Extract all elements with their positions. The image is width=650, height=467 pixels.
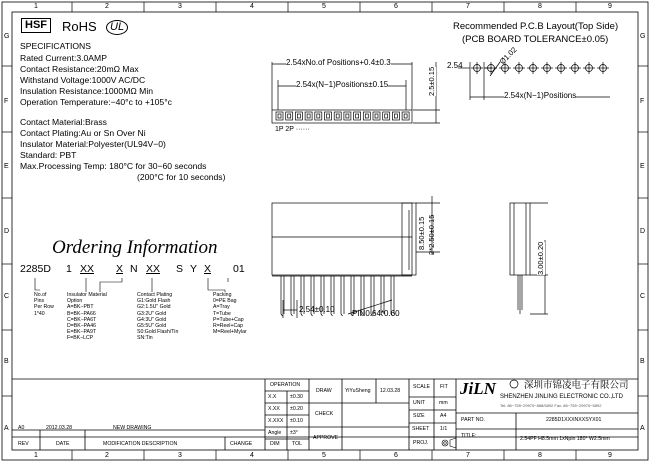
code-part: XX <box>80 263 95 275</box>
grid-col-label: 8 <box>538 3 542 10</box>
tb-scale-val: FIT <box>440 384 448 390</box>
tb-tol: TOL <box>292 441 302 447</box>
grid-col-label: 1 <box>34 452 38 459</box>
side-tail-dim: 3.00±0.20 <box>536 241 545 275</box>
tolerance-dim: X.XX <box>268 406 280 412</box>
front-view <box>272 203 412 318</box>
tb-size-val: A4 <box>440 413 447 419</box>
option-line: T=Tube <box>213 310 231 317</box>
grid-row-label: D <box>4 228 10 235</box>
ul-logo: UL <box>106 20 128 35</box>
rev-date: 2012.03.28 <box>46 425 72 431</box>
tolerance-dim: Angle <box>268 430 282 436</box>
option-line: B=BK−PA66 <box>67 310 96 317</box>
top-height-dim: 2.5±0.15 <box>427 66 436 96</box>
spec-line: Rated Current:3.0AMP <box>20 53 107 63</box>
tb-sheet: SHEET <box>412 426 430 432</box>
rev-value: A0 <box>18 425 25 431</box>
specs-heading: SPECIFICATIONS <box>20 41 91 51</box>
option-line: SN:Tin <box>137 335 153 342</box>
grid-col-label: 4 <box>250 452 254 459</box>
top-overall-dim: 2.54xNo.of Positions+0.4±0.3 <box>286 58 391 67</box>
tolerance-value: ±0.30 <box>290 394 303 400</box>
option-line: Contact Plating <box>137 292 173 298</box>
material-line: Insulator Material:Polyester(UL94V−0) <box>20 139 166 149</box>
side-h1-dim: 8.50±0.15 <box>417 216 426 250</box>
tb-check: CHECK <box>315 411 334 417</box>
tb-sheet-val: 1/1 <box>440 426 448 432</box>
option-line: G1:Gold Flash <box>137 298 171 305</box>
spec-line: Contact Resistance:20mΩ Max <box>20 64 139 74</box>
tb-operation: OPERATION <box>270 382 301 388</box>
pcb-title: Recommended P.C.B Layout(Top Side) <box>453 21 619 32</box>
tb-drawer: YiYuSheng <box>345 388 371 394</box>
front-pin-dim: PIN0.64*0.60 <box>352 309 400 318</box>
grid-row-label: E <box>4 163 9 170</box>
projection-symbol <box>442 438 456 448</box>
grid-col-label: 6 <box>394 3 398 10</box>
rev-header-desc: MODIFICATION DESCRIPTION <box>103 441 178 447</box>
rev-header-rev: REV <box>18 441 29 447</box>
option-line: Packing <box>213 292 232 298</box>
company-logo: JiLN <box>460 379 496 398</box>
option-line: Insulator Material <box>67 292 107 298</box>
material-line: Contact Material:Brass <box>20 117 107 127</box>
option-line: G4:3U" Gold <box>137 316 167 323</box>
grid-row-label: E <box>640 163 645 170</box>
tb-scale: SCALE <box>413 384 431 390</box>
pcb-hole: Ø1.02 <box>497 45 519 66</box>
option-line: No.of <box>34 292 47 298</box>
rev-desc: NEW DRAWING <box>113 425 152 431</box>
option-line: A=BK−PBT <box>67 304 94 311</box>
spec-line: Withstand Voltage:1000V AC/DC <box>20 75 146 85</box>
option-line: Per Row <box>34 304 54 311</box>
pcb-pitch: 2.54 <box>447 61 463 70</box>
grid-row-label: F <box>640 98 645 105</box>
option-line: M=Reel+Mylar <box>213 329 247 336</box>
tb-unit-val: mm <box>439 400 448 406</box>
option-line: Option <box>67 298 83 305</box>
code-part: Y <box>190 263 198 275</box>
option-line: E=BK−PA9T <box>67 329 97 336</box>
grid-row-label: B <box>4 358 9 365</box>
grid-col-label: 1 <box>34 3 38 10</box>
grid-col-label: 4 <box>250 3 254 10</box>
ordering-title: Ordering Information <box>52 237 218 258</box>
option-line: D=BK−PA46 <box>67 323 97 329</box>
code-part: N <box>130 263 138 275</box>
tolerance-value: ±3° <box>290 430 298 436</box>
grid-row-label: C <box>640 293 646 300</box>
grid-col-label: 3 <box>178 3 182 10</box>
grid-col-label: 3 <box>178 452 182 459</box>
top-inner-dim: 2.54x(N−1)Positions±0.15 <box>296 80 389 89</box>
tb-part-no-label: PART NO. <box>461 417 485 423</box>
option-line: G2:1.5U" Gold <box>137 304 171 311</box>
side-view <box>402 196 548 314</box>
top-pin-labels: 1P 2P ······ <box>275 126 310 133</box>
option-line: F=BK−LCP <box>67 335 94 342</box>
spec-line: Operation Temperature:−40°c to +105°c <box>20 97 172 107</box>
tb-unit: UNIT <box>413 400 426 406</box>
company-en: SHENZHEN JINLING ELECTRONIC CO.,LTD <box>500 394 623 400</box>
option-line: 0=PE Bag <box>213 298 237 305</box>
grid-col-label: 9 <box>608 3 612 10</box>
company-cn: 深圳市锦凌电子有限公司 <box>524 380 629 391</box>
material-line: Contact Plating:Au or Sn Over Ni <box>20 128 146 138</box>
tb-date: 12.03.28 <box>380 388 401 394</box>
grid-col-label: 9 <box>608 452 612 459</box>
rev-header-change: CHANGE <box>230 441 253 447</box>
option-line: S0:Gold Flash/Tin <box>137 329 179 336</box>
hsf-logo: HSF <box>21 18 51 33</box>
option-line: 1*40 <box>34 310 45 317</box>
grid-col-label: 2 <box>105 452 109 459</box>
tolerance-value: ±0.10 <box>290 418 303 424</box>
material-line: Standard: PBT <box>20 150 77 160</box>
option-line: G5:5U" Gold <box>137 323 167 329</box>
code-part: S <box>176 263 184 275</box>
grid-row-label: D <box>640 228 646 235</box>
tb-proj: PROJ. <box>413 440 429 446</box>
option-line: G3:2U" Gold <box>137 310 167 317</box>
code-part: XX <box>146 263 161 275</box>
grid-col-label: 5 <box>322 452 326 459</box>
rohs-logo: RoHS <box>62 19 97 34</box>
option-line: P=Tube+Cap <box>213 316 244 323</box>
grid-col-label: 6 <box>394 452 398 459</box>
code-part: 01 <box>233 263 245 275</box>
tb-dim: DIM <box>270 441 280 447</box>
tolerance-dim: X.XXX <box>268 418 284 424</box>
tb-title: 2.54PF H8.5mm 1xNpin 180° W2.5mm <box>520 436 610 442</box>
option-line: Pins <box>34 298 45 305</box>
option-line: C=BK−PA6T <box>67 316 97 323</box>
grid-col-label: 8 <box>538 452 542 459</box>
logo-shape <box>510 380 518 388</box>
spec-line: Insulation Resistance:1000MΩ Min <box>20 86 154 96</box>
side-h2-dim: 2*2.50±0.15 <box>427 214 436 255</box>
top-view <box>272 62 440 123</box>
ordering-connectors <box>35 278 228 292</box>
grid-row-label: A <box>4 425 9 432</box>
tb-draw: DRAW <box>316 388 332 394</box>
pcb-subtitle: (PCB BOARD TOLERANCE±0.05) <box>462 34 609 45</box>
tolerance-value: ±0.20 <box>290 406 303 412</box>
tolerance-dim: X.X <box>268 394 277 400</box>
grid-col-label: 5 <box>322 3 326 10</box>
company-tel: Tel: 86−755−29970−888/5892 Fax: 86−755−29970−5892 <box>500 403 602 408</box>
front-pitch-dim: 2.54±0.10 <box>299 305 335 314</box>
grid-col-label: 7 <box>466 3 470 10</box>
code-part: X <box>204 263 212 275</box>
pcb-span: 2.54x(N−1)Positions <box>504 91 577 100</box>
tb-size: SIZE <box>413 413 425 419</box>
grid-col-label: 7 <box>466 452 470 459</box>
grid-row-label: G <box>640 33 646 40</box>
code-part: X <box>116 263 124 275</box>
material-line: Max.Processing Temp: 180°C for 30−60 seconds <box>20 161 207 171</box>
code-part: 1 <box>66 263 72 275</box>
tb-approve: APPROVE <box>313 435 339 441</box>
option-line: R=Reel+Cap <box>213 323 243 329</box>
material-line: (200°C for 10 seconds) <box>137 172 226 182</box>
rev-header-date: DATE <box>56 441 70 447</box>
option-line: A=Tray <box>213 304 230 311</box>
grid-row-label: C <box>4 293 10 300</box>
grid-row-label: G <box>4 33 10 40</box>
grid-row-label: F <box>4 98 9 105</box>
tb-part-no: 2285D1XXXNXXSYX01 <box>546 417 602 423</box>
tb-title-label: TITLE: <box>461 433 477 439</box>
grid-col-label: 2 <box>105 3 109 10</box>
grid-row-label: B <box>640 358 645 365</box>
grid-row-label: A <box>640 425 645 432</box>
code-part: 2285D <box>20 263 51 275</box>
